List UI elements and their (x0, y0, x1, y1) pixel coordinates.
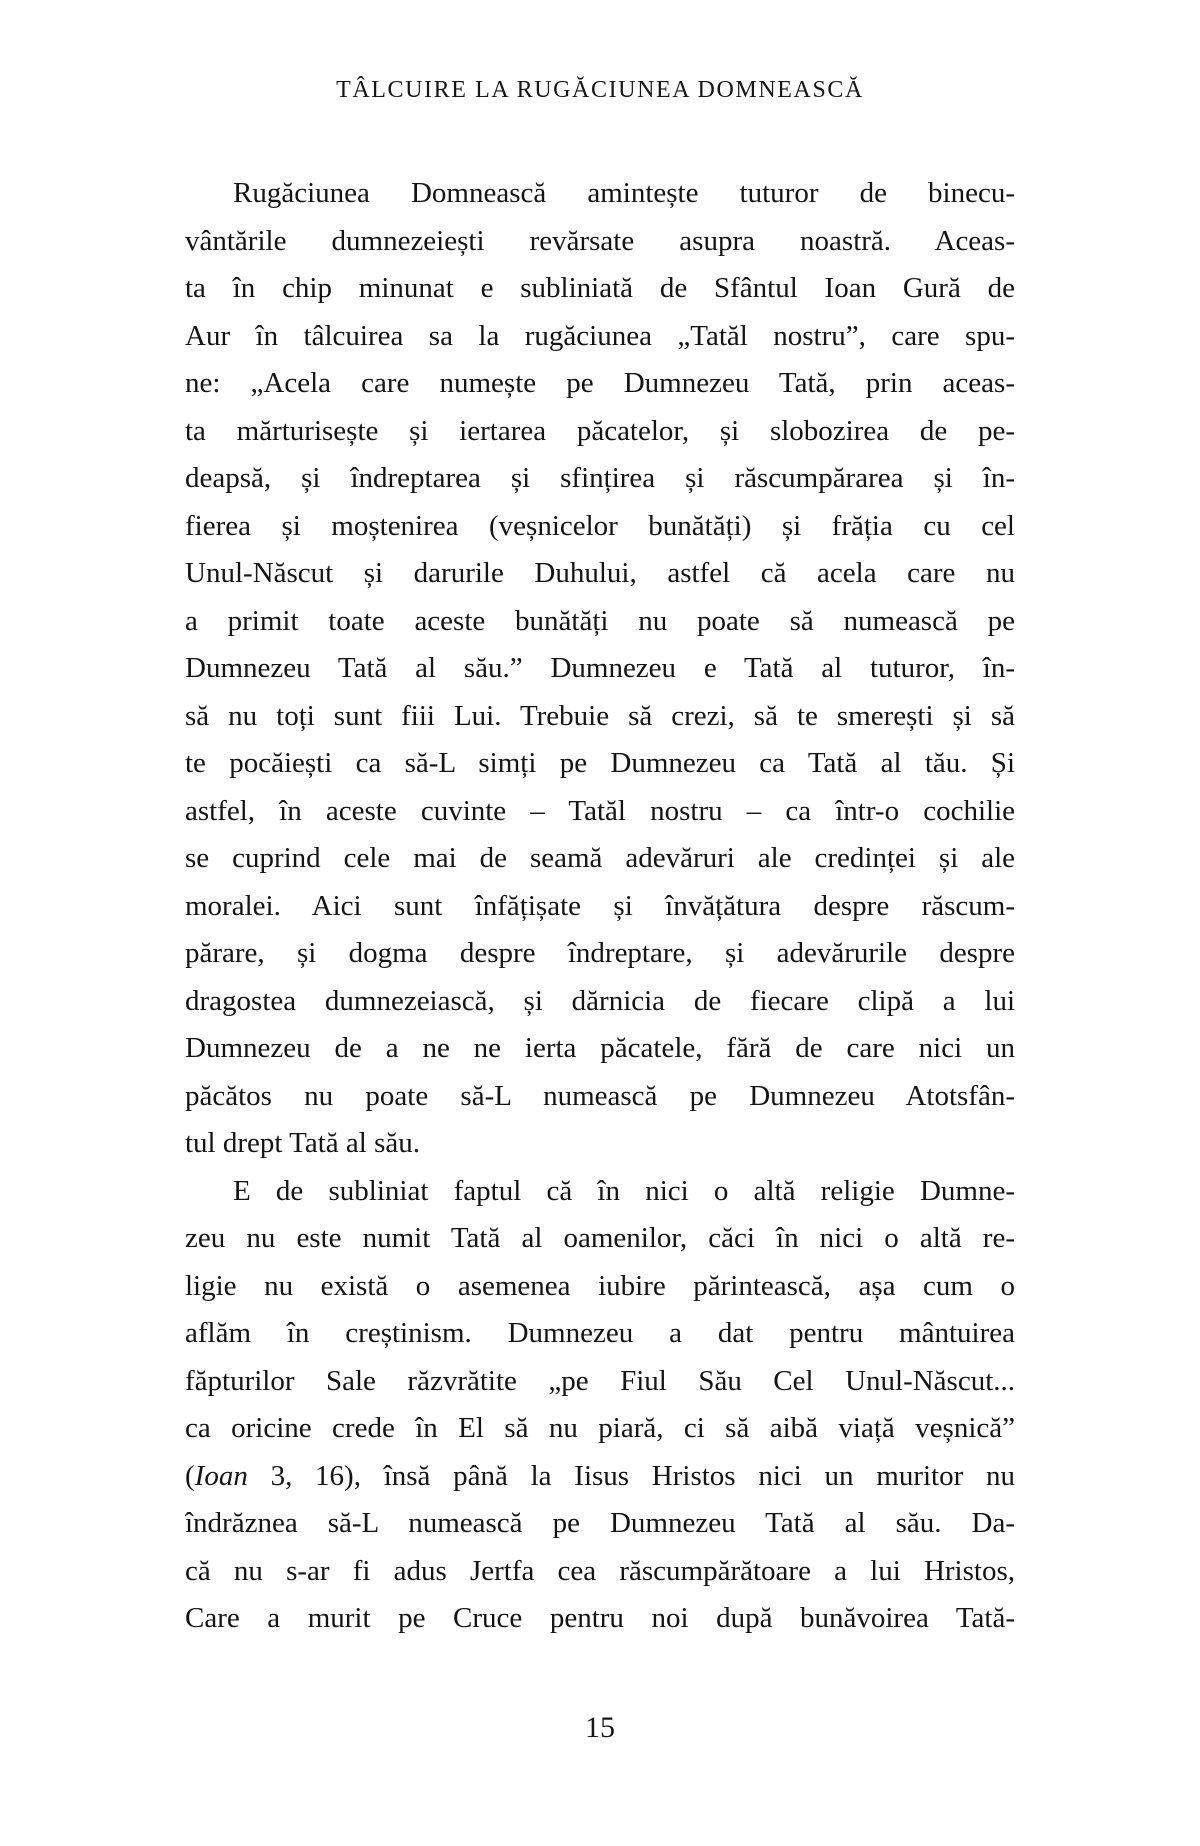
paragraph (185, 1168, 1015, 1643)
body-text (185, 170, 1015, 1643)
text-line: fierea și moștenirea (veșnicelor bunătăți) și frăția cu cel (185, 509, 1015, 542)
text-line: Care a murit pe Cruce pentru noi după bunăvoirea Tată- (185, 1602, 1015, 1634)
text-line: dragostea dumnezeiască, și dărnicia de fiecare clipă a lui (185, 984, 1015, 1017)
text-line: păcătos nu poate să-L numească pe Dumnezeu Atotsfân- (185, 1079, 1015, 1112)
text-line: E de subliniat faptul că în nici o altă religie Dumne- (233, 1174, 1015, 1207)
text-line: Rugăciunea Domnească amintește tuturor de binecu- (233, 177, 1015, 209)
text-line: ta în chip minunat e subliniată de Sfântul Ioan Gură de (185, 272, 1015, 304)
text-line: Unul-Născut și darurile Duhului, astfel că acela care nu (185, 557, 1015, 589)
text-line: ca oricine crede în El să nu piară, ci să aibă viață veșnică” (185, 1412, 1015, 1444)
text-line: Dumnezeu de a ne ne ierta păcatele, fără de care nici un (185, 1032, 1015, 1064)
running-header: TÂLCUIRE LA RUGĂCIUNEA DOMNEASCĂ (336, 77, 864, 103)
text-line: Dumnezeu Tată al său.” Dumnezeu e Tată al tuturor, în- (185, 652, 1015, 684)
italic-text: Ioan (194, 1459, 248, 1492)
text-line: vântările dumnezeiești revărsate asupra noastră. Aceas- (185, 224, 1015, 257)
text-line: ta mărturisește și iertarea păcatelor, și slobozirea de pe- (185, 414, 1015, 447)
text-line: Aur în tâlcuirea sa la rugăciunea „Tatăl nostru”, care spu- (185, 319, 1015, 352)
text-line: îndrăznea să-L numească pe Dumnezeu Tată al său. Da- (185, 1507, 1015, 1539)
text-line: deapsă, și îndreptarea și sfințirea și răscumpărarea și în- (185, 462, 1015, 494)
page-number: 15 (585, 1711, 615, 1744)
text-line: ligie nu există o asemenea iubire părintească, așa cum o (185, 1269, 1015, 1302)
text-line: făpturilor Sale răzvrătite „pe Fiul Său Cel Unul-Născut... (185, 1364, 1015, 1397)
text-line: că nu s-ar fi adus Jertfa cea răscumpărătoare a lui Hristos, (185, 1554, 1015, 1587)
text-line: se cuprind cele mai de seamă adevăruri ale credinței și ale (185, 842, 1015, 874)
text-line: tul drept Tată al său. (185, 1127, 421, 1159)
text-line: ne: „Acela care numește pe Dumnezeu Tată, prin aceas- (185, 367, 1015, 399)
text-line: astfel, în aceste cuvinte – Tatăl nostru – ca într-o cochilie (185, 794, 1015, 827)
text-line: moralei. Aici sunt înfățișate și învățătura despre răscum- (185, 889, 1015, 922)
text-line: să nu toți sunt fiii Lui. Trebuie să crezi, să te smerești și să (185, 699, 1015, 732)
text-line: te pocăiești ca să-L simți pe Dumnezeu ca Tată al tău. Și (185, 747, 1015, 779)
text-line: aflăm în creștinism. Dumnezeu a dat pentru mântuirea (185, 1317, 1015, 1349)
paragraph (185, 170, 1015, 1168)
text-line: părare, și dogma despre îndreptare, și adevărurile despre (185, 937, 1015, 969)
text-line: a primit toate aceste bunătăți nu poate să numească pe (185, 604, 1015, 637)
text-line: (Ioan 3, 16), însă până la Iisus Hristos nici un muritor nu (185, 1459, 1015, 1492)
text-line: zeu nu este numit Tată al oamenilor, căci în nici o altă re- (185, 1222, 1015, 1254)
